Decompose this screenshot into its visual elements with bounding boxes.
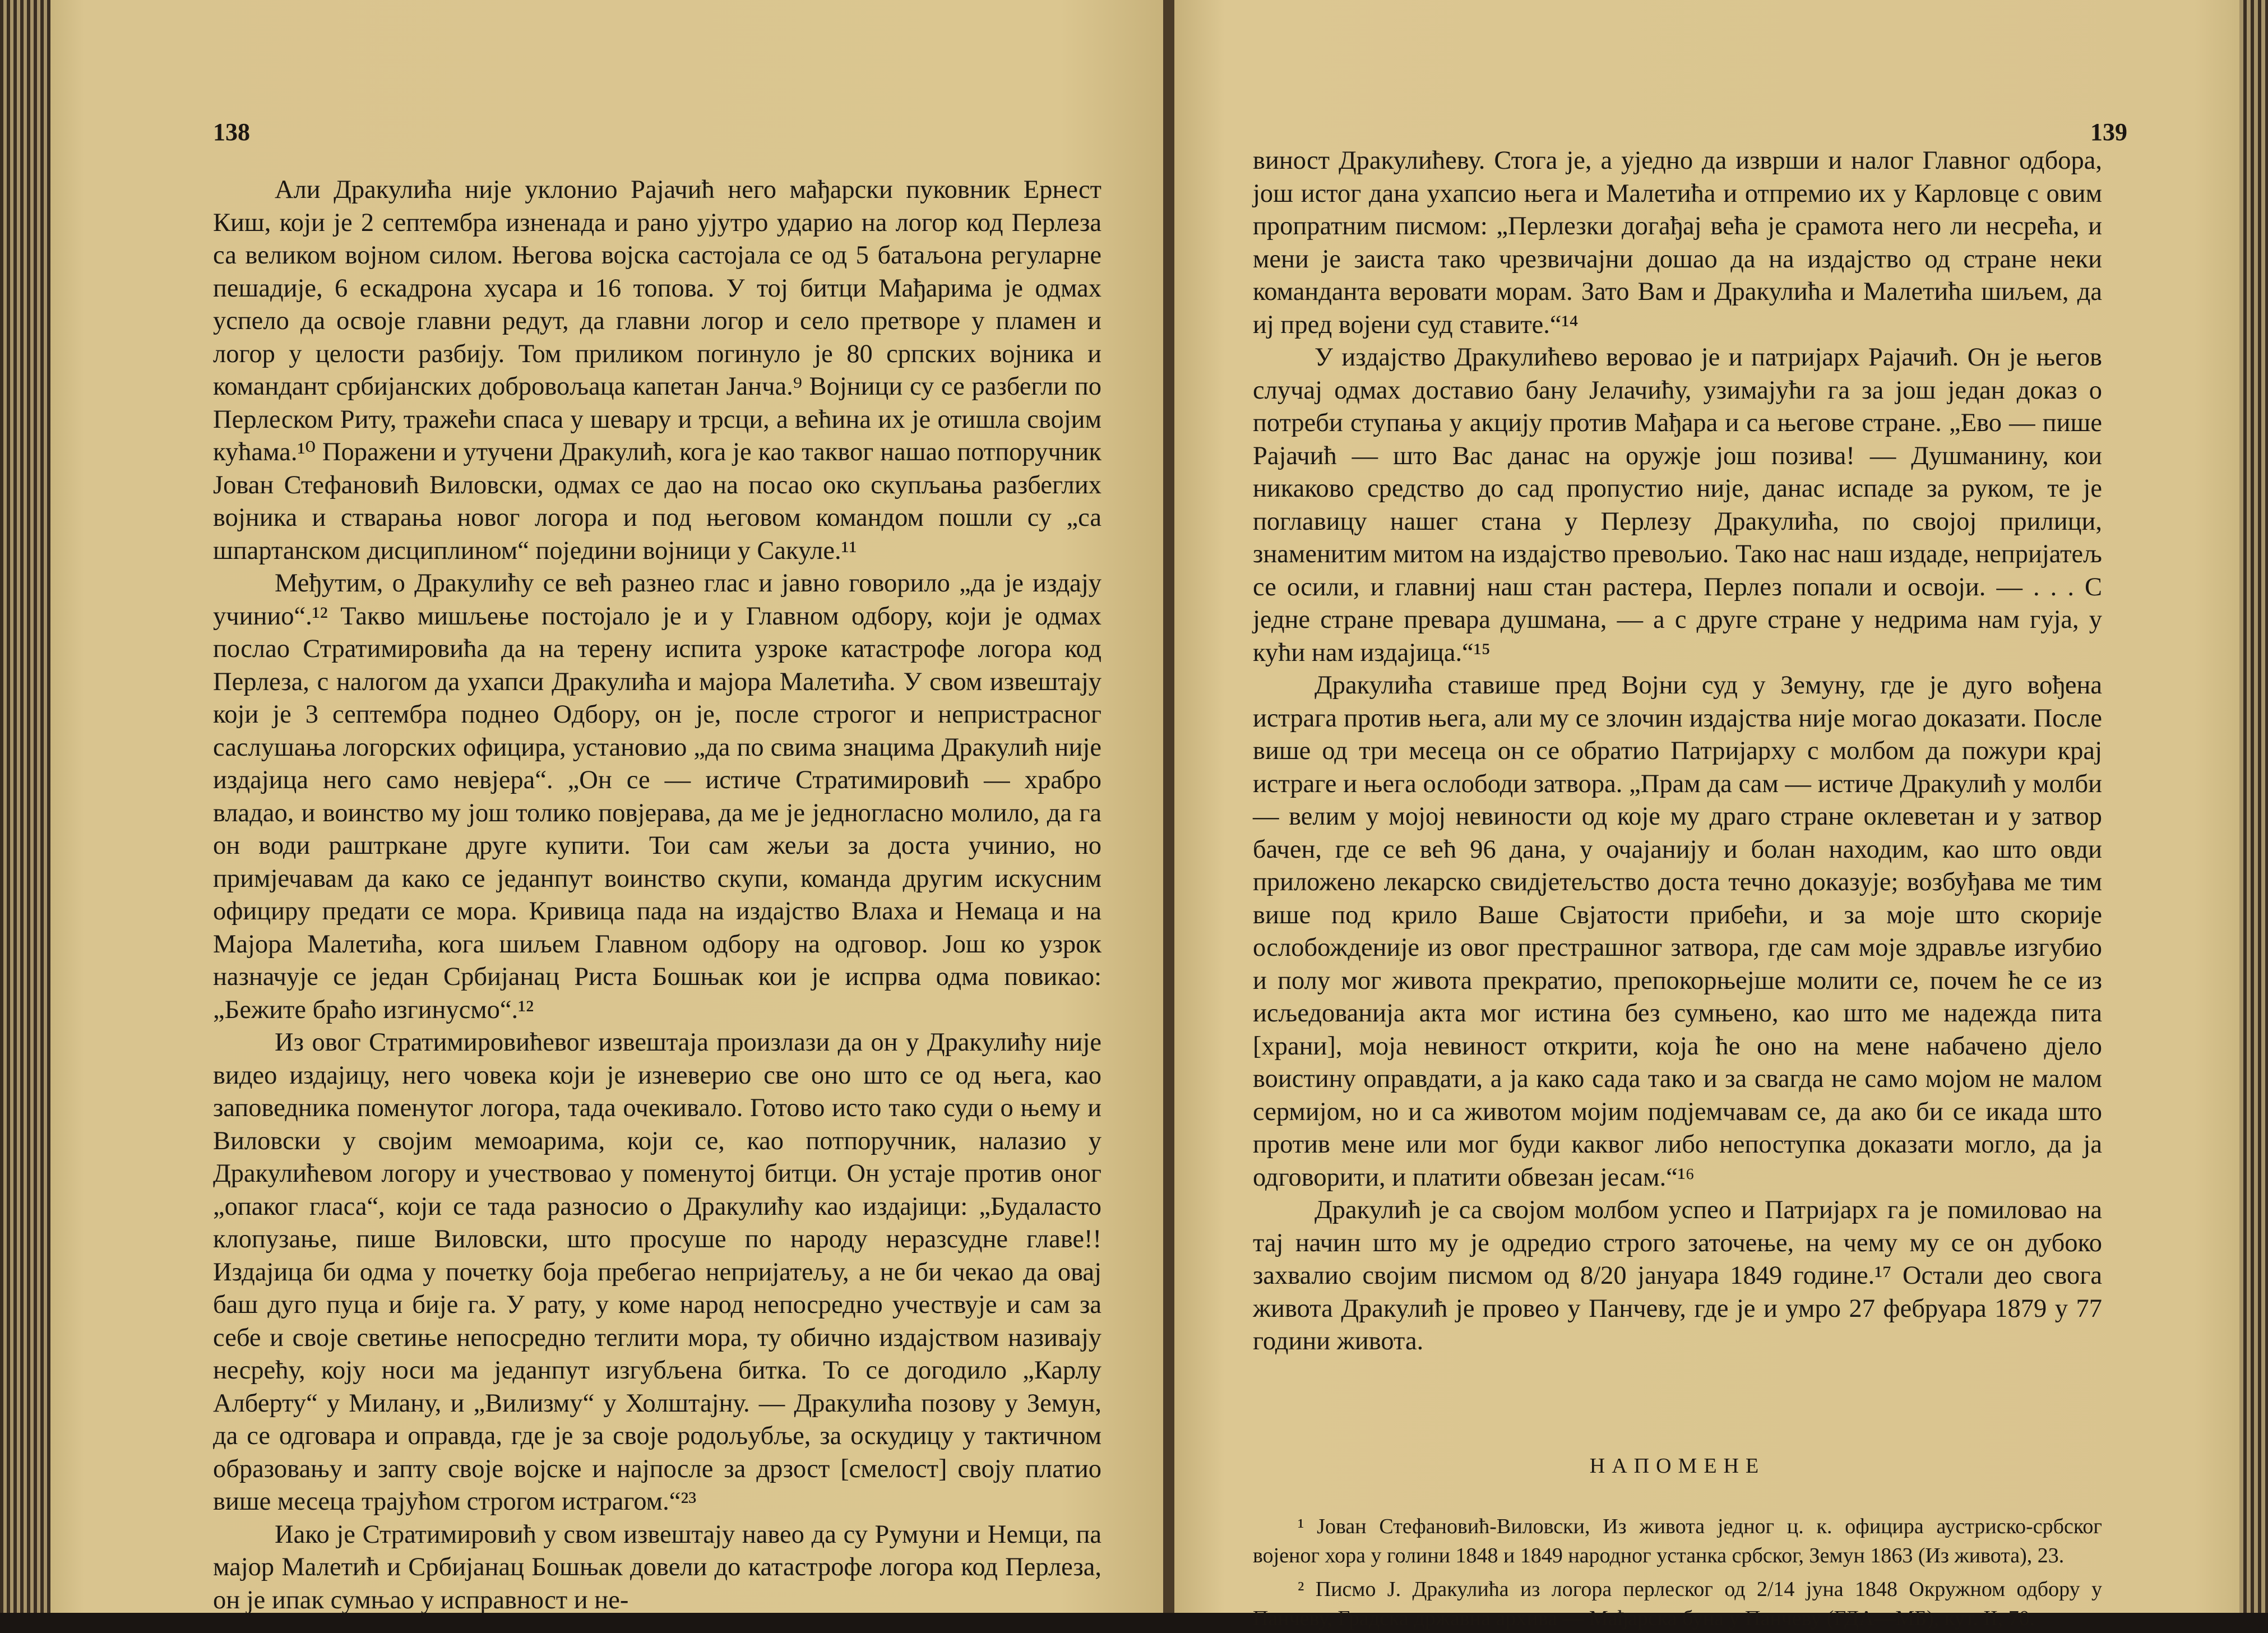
footnote: ² Писмо Ј. Дракулића из логора перлеског од 2/14 јуна 1848 Окружном одбору у Панчеву, Градска државна архива — Мађарска буна у Панчеву (ГДА—МБ), кут. II, 70.	[1253, 1577, 2102, 1630]
footnotes	[1253, 1512, 2102, 1633]
paragraph: Дракулића ставише пред Војни суд у Земуну, где је дуго вођена истрага против њега, али му се злочин издајства није могао доказати. После више од три месеца он се обратио Патријарху с молбом да пожури крај истраге и њега ослободи затвора. „Прам да сам — истиче Дракулић у молби — велим у мојој невиности од које му драго стране оклеветан и у затвор бачен, где се већ 96 дана, у очајанију и болан находим, као што овди приложено лекарско свидјетељство доста течно доказује; возбуђава ме тим више под крило Ваше Свјатости прибећи, и за моје што скорије ослобожденије из овог престрашног затвора, где сам моје здравље изгубио и полу мог живота прекратио, препокорњејше молити се, почем ће се из исљедованија акта мог истина без сумњено, као што ме надежда пита [храни], моја невиност открити, која ће оно на мене набачено дјело воистину оправдати, а ја како сада тако и за свагда не само мојом не малом сермијом, но и са животом мојим подјемчавам се, да ако би се икада што против мене или мог буди каквог либо непоступка доказати могло, да ја одговорити, и платити обвезан јесам.“¹⁶	[1253, 671, 2102, 1192]
left-page-body	[213, 174, 1101, 1617]
left-page-edges	[0, 0, 50, 1613]
paragraph: Иако је Стратимировић у свом извештају навео да су Румуни и Немци, па мајор Малетић и Србијанац Бошњак довели до катастрофе логора код Перлеза, он је ипак сумњао у исправност и не-	[213, 1520, 1101, 1615]
notes-heading: НАПОМЕНЕ	[1589, 1454, 1766, 1478]
footnote: ¹ Јован Стефановић-Виловски, Из живота једног ц. к. официра аустриско-србског војеног хора у голини 1848 и 1849 народног устанка србског, Земун 1863 (Из живота), 23.	[1253, 1514, 2102, 1567]
paragraph: У издајство Дракулићево веровао је и патријарх Рајачић. Он је његов случај одмах доставио бану Јелачићу, узимајући га за још један доказ о потреби ступања у акцију против Мађара и са његове стране. „Ево — пише Рајачић — што Вас данас на оружје још позива! — Душманину, кои никаково средство до сад пропустио није, данас испаде за руком, те је поглавицу нашег стана у Перлезу Дракулића, по својој прилици, знаменитим митом на издајство превољио. Тако нас наш издаде, непријатељ се осили, и главниј наш стан растера, Перлез попали и освоји. — . . . С једне стране превара душмана, — а с друге стране у недрима нам гуја, у кући нам издајица.“¹⁵	[1253, 343, 2102, 667]
page-number-right: 139	[2090, 118, 2127, 146]
paragraph: Међутим, о Дракулићу се већ разнео глас и јавно говорило „да је издају учинио“.¹² Такво мишљење постојало је и у Главном одбору, који је одмах послао Стратимировића да на терену испита узроке катастрофе логора код Перлеза, с налогом да ухапси Дракулића и мајора Малетића. У свом извештају који је 3 септембра поднео Одбору, он је, после строгог и непристрасног саслушања логорских официра, установио „да по свима знацима Дракулић није издајица него само невјера“. „Он се — истиче Стратимировић — храбро владао, и воинство му још толико повјерава, да ме је једногласно молило, да га он води раштркане друге купити. Тои сам жељи за доста учинио, но примјечавам да како се једанпут воинство скупи, команда другим искусним официру предати се мора. Кривица пада на издајство Влаха и Немаца и на Мајора Малетића, кога шиљем Главном одбору на одговор. Још ко узрок назначује се један Србијанац Риста Бошњак кои је испрва одма повикао: „Бежите браћо изгинусмо“.¹²	[213, 569, 1101, 1024]
right-page	[1174, 0, 2239, 1630]
left-page	[50, 0, 1163, 1613]
book-gutter	[1163, 0, 1174, 1613]
paragraph: Из овог Стратимировићевог извештаја произлази да он у Дракулићу није видео издајицу, него човека који је изневерио све оно што се од њега, као заповедника поменутог логора, тада очекивало. Готово исто тако суди о њему и Виловски у својим мемоарима, који се, као потпоручник, налазио у Дракулићевом логору и учествовао у поменутој битци. Он устаје против оног „опаког гласа“, који се тада разносио о Дракулићу као издајици: „Будаласто клопузање, пише Виловски, што просуше по народу неразсудне главе!! Издајица би одма у почетку боја пребегао непријатељу, а не би чекао да овај баш дуго пуца и бије га. У рату, у коме народ непосредно учествује и сам за себе и своје светиње непосредно теглити мора, ту обично издајством називају несрећу, коју носи ма једанпут изгубљена битка. То се догодило „Карлу Алберту“ у Милану, и „Вилизму“ у Холштајну. — Дракулића позову у Земун, да се одговара и оправда, где је за своје родољубље, за оскудицу у тактичном образовању и запту своје војске и најпосле за дрзост [смелост] своју платио више месеца трајућом строгом истрагом.“²³	[213, 1028, 1101, 1516]
paragraph: Дракулић је са својом молбом успео и Патријарх га је помиловао на тај начин што му је одредио строго заточење, на чему му се он дубоко захвалио својим писмом од 8/20 јануара 1849 године.¹⁷ Остали део свога живота Дракулић је провео у Панчеву, где је и умро 27 фебруара 1879 у 77 години живота.	[1253, 1196, 2102, 1356]
paragraph: виност Дракулићеву. Стога је, а уједно да изврши и налог Главног одбора, још истог дана ухапсио њега и Малетића и отпремио их у Карловце с овим пропратним писмом: „Перлезки догађај већа је срамота него ли несрећа, и мени је заиста тако чрезвичајни дошао да на издајство од стране неки команданта веровати морам. Зато Вам и Дракулића и Малетића шиљем, да иј пред војени суд ставите.“¹⁴	[1253, 146, 2102, 339]
paragraph: Али Дракулића није уклонио Рајачић него мађарски пуковник Ернест Киш, који је 2 септембра изненада и рано ујутро ударио на логор код Перлеза са великом војном силом. Његова војска састојала се од 5 батаљона регуларне пешадије, 6 ескадрона хусара и 16 топова. У тој битци Мађарима је одмах успело да освоје главни редут, да главни логор и село претворе у пламен и логор у целости разбију. Том приликом погинуло је 80 српских војника и командант србијанских добровољаца капетан Јанча.⁹ Војници су се разбегли по Перлеском Риту, тражећи спаса у шевару и трсци, а већина их је отишла својим кућама.¹⁰ Поражени и утучени Дракулић, кога је као таквог нашао потпоручник Јован Стефановић Виловски, одмах се дао на посао око скупљања разбеглих војника и стварања новог логора и под његовом командом пошли су „са шпартанском дисциплином“ поједини војници у Сакуле.¹¹	[213, 175, 1101, 565]
page-number-left: 138	[213, 118, 250, 146]
right-page-body	[1253, 145, 2102, 1358]
right-page-edges	[2239, 0, 2268, 1613]
